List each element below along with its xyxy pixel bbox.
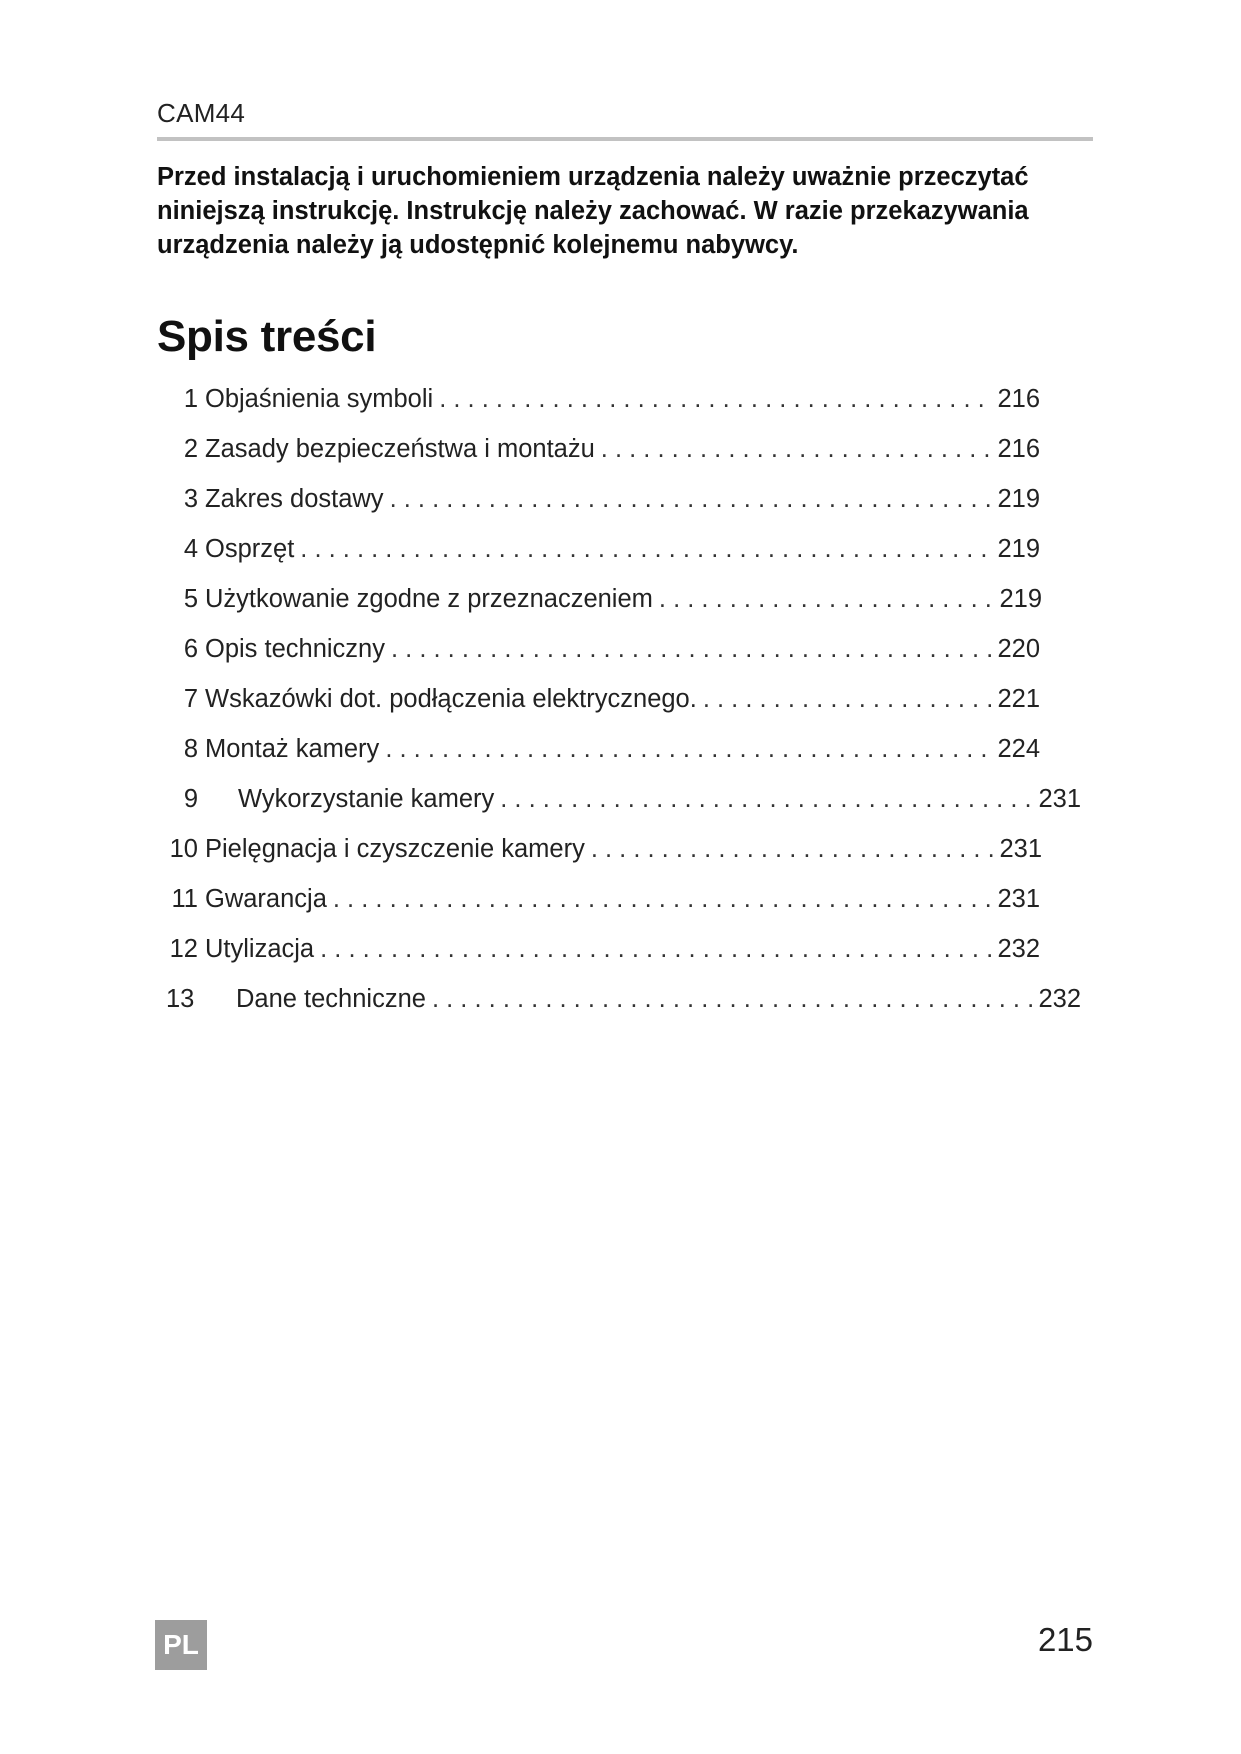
toc-entry-label: Pielęgnacja i czyszczenie kamery — [205, 835, 585, 863]
toc-entry-page: 231 — [997, 885, 1040, 913]
toc-entry-page: 216 — [997, 385, 1040, 413]
toc-leader-dots — [703, 685, 994, 714]
toc-entry[interactable] — [168, 585, 1042, 621]
toc-entry-page: 231 — [999, 835, 1042, 863]
toc-entry-label: Opis techniczny — [205, 635, 385, 663]
toc-entry[interactable] — [168, 685, 1040, 721]
intro-line: urządzenia należy ją udostępnić kolejnemu nabywcy. — [157, 231, 799, 259]
toc-entry[interactable] — [168, 485, 1040, 521]
toc-entry[interactable] — [166, 885, 1040, 921]
toc-entry-page: 221 — [997, 685, 1040, 713]
toc-entry[interactable] — [168, 735, 1040, 771]
toc-entry-page: 232 — [1038, 985, 1081, 1013]
intro-warning — [157, 160, 1097, 262]
intro-line: niniejszą instrukcję. Instrukcję należy zachować. W razie przekazywania — [157, 197, 1029, 225]
toc-entry-label: Osprzęt — [205, 535, 295, 563]
toc-entry[interactable] — [168, 385, 1040, 421]
toc-entry-label: Zasady bezpieczeństwa i montażu — [205, 435, 595, 463]
toc-entry-label: Użytkowanie zgodne z przeznaczeniem — [205, 585, 653, 613]
toc-entry-number: 3 — [183, 485, 198, 513]
toc-leader-dots — [500, 785, 1034, 814]
toc-entry-page: 216 — [997, 435, 1040, 463]
toc-entry[interactable] — [168, 635, 1040, 671]
header-divider — [157, 137, 1093, 141]
toc-leader-dots — [385, 735, 993, 764]
toc-leader-dots — [432, 985, 1034, 1014]
toc-entry-number: 10 — [169, 835, 198, 863]
toc-title: Spis treści — [157, 312, 377, 361]
toc-leader-dots — [300, 535, 993, 564]
intro-line: Przed instalacją i uruchomieniem urządzenia należy uważnie przeczytać — [157, 163, 1029, 191]
toc-entry-number: 2 — [183, 435, 198, 463]
toc-entry-label: Dane techniczne — [236, 985, 426, 1013]
document-code: CAM44 — [157, 98, 246, 128]
toc-entry-number: 8 — [183, 735, 198, 763]
toc-entry-page: 219 — [997, 535, 1040, 563]
toc-entry-page: 232 — [997, 935, 1040, 963]
toc-entry[interactable] — [166, 935, 1040, 971]
toc-entry-page: 219 — [997, 485, 1040, 513]
toc-entry-number: 6 — [183, 635, 198, 663]
toc-entry-number: 9 — [183, 785, 198, 813]
toc-entry-number: 5 — [183, 585, 198, 613]
toc-entry-label: Zakres dostawy — [205, 485, 384, 513]
toc-entry-label: Montaż kamery — [205, 735, 380, 763]
toc-entry[interactable] — [166, 835, 1042, 871]
toc-leader-dots — [320, 935, 993, 964]
toc-entry-page: 219 — [999, 585, 1042, 613]
toc-leader-dots — [333, 885, 994, 914]
toc-leader-dots — [601, 435, 994, 464]
toc-entry-number: 7 — [183, 685, 198, 713]
toc-leader-dots — [659, 585, 996, 614]
toc-entry-page: 220 — [997, 635, 1040, 663]
toc-entry[interactable] — [168, 785, 1081, 821]
toc-leader-dots — [439, 385, 993, 414]
toc-leader-dots — [390, 485, 994, 514]
toc-entry-label: Wykorzystanie kamery — [238, 785, 495, 813]
page-number: 215 — [1037, 1621, 1093, 1658]
toc-entry-label: Gwarancja — [205, 885, 327, 913]
toc-entry[interactable] — [168, 435, 1040, 471]
toc-entry-number: 13 — [166, 985, 195, 1013]
toc-entry-page: 224 — [997, 735, 1040, 763]
toc-entry-number: 12 — [169, 935, 198, 963]
toc-entry-page: 231 — [1038, 785, 1081, 813]
toc-entry-label: Utylizacja — [205, 935, 315, 963]
toc-entry[interactable] — [168, 535, 1040, 571]
toc-entry[interactable] — [166, 985, 1081, 1021]
toc-entry-label: Wskazówki dot. podłączenia elektrycznego. — [205, 685, 697, 713]
toc-entry-number: 1 — [183, 385, 198, 413]
toc-entry-number: 11 — [171, 885, 198, 913]
toc-leader-dots — [391, 635, 993, 664]
language-badge: PL — [155, 1620, 207, 1670]
toc-leader-dots — [591, 835, 996, 864]
toc-entry-label: Objaśnienia symboli — [205, 385, 434, 413]
toc-entry-number: 4 — [183, 535, 198, 563]
